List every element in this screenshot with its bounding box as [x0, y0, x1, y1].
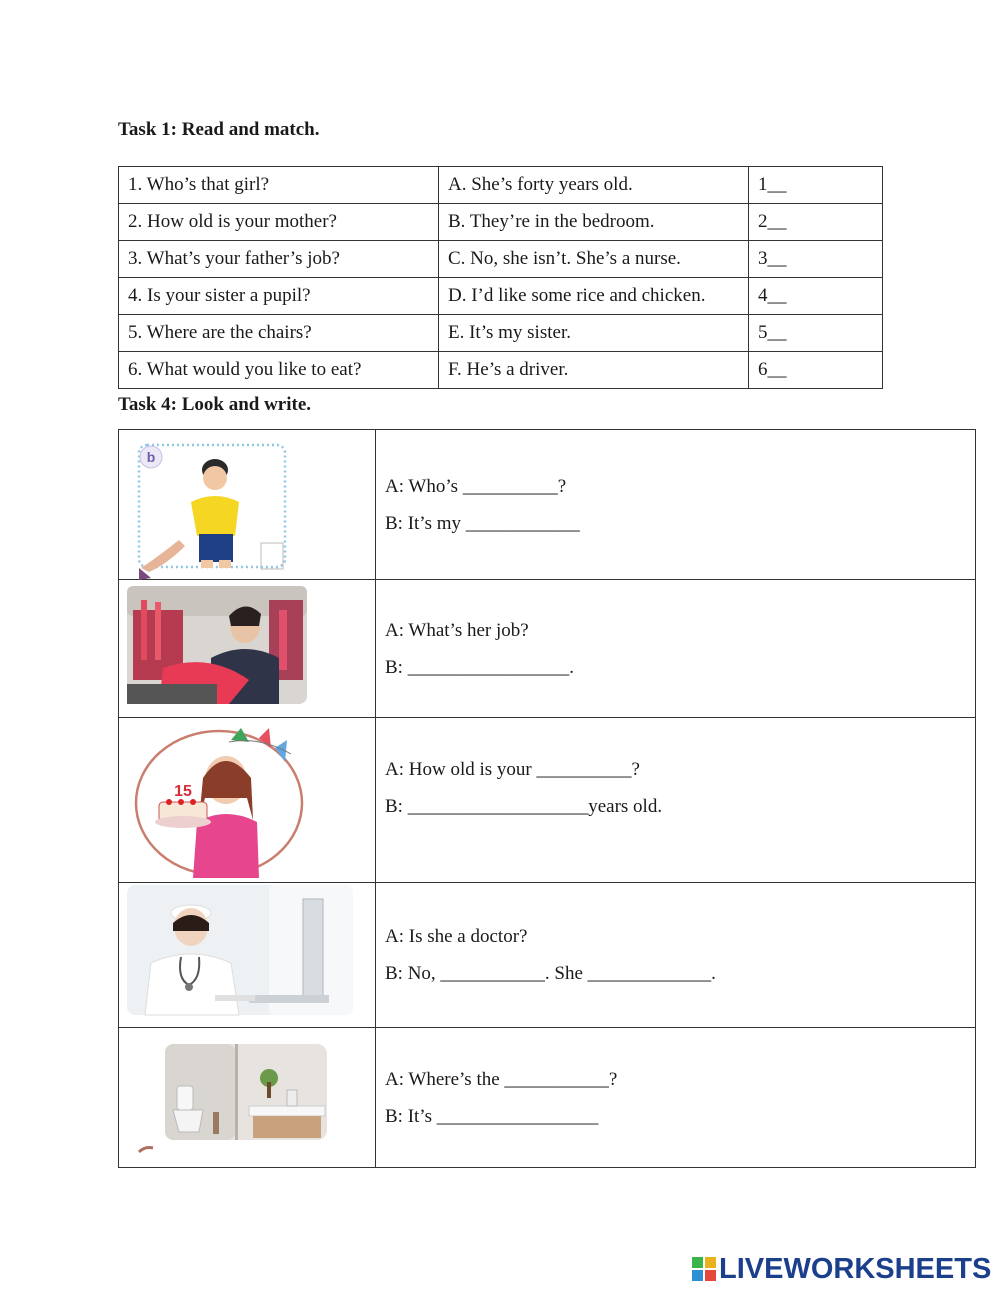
answer-cell: A. She’s forty years old.	[439, 167, 749, 204]
answer-line[interactable]: B: It’s _________________	[385, 1105, 599, 1127]
question-cell: 5. Where are the chairs?	[119, 315, 439, 352]
answer-blank[interactable]: 3__	[749, 241, 883, 278]
dialogue-cell	[376, 883, 976, 1028]
table-row	[119, 1028, 976, 1168]
question-cell: 1. Who’s that girl?	[119, 167, 439, 204]
question-cell: 3. What’s your father’s job?	[119, 241, 439, 278]
picture-cell	[119, 1028, 376, 1168]
look-write-table	[118, 429, 976, 1168]
answer-blank[interactable]: 4__	[749, 278, 883, 315]
question-line[interactable]: A: How old is your __________?	[385, 759, 640, 780]
question-line[interactable]: A: Where’s the ___________?	[385, 1068, 618, 1090]
question-cell: 2. How old is your mother?	[119, 204, 439, 241]
table-row	[119, 718, 976, 883]
answer-blank[interactable]: 2__	[749, 204, 883, 241]
answer-cell: C. No, she isn’t. She’s a nurse.	[439, 241, 749, 278]
picture-cell	[119, 430, 376, 580]
table-row	[119, 204, 883, 241]
match-table	[118, 166, 883, 389]
table-row	[119, 278, 883, 315]
answer-cell: B. They’re in the bedroom.	[439, 204, 749, 241]
answer-blank[interactable]: 1__	[749, 167, 883, 204]
question-line[interactable]: A: Who’s __________?	[385, 475, 567, 497]
cake-number: 15	[174, 783, 192, 800]
picture-cell	[119, 580, 376, 718]
task1-title: Task 1: Read and match.	[118, 119, 320, 140]
nurse-at-desk-image	[119, 883, 375, 1028]
seamstress-image	[119, 580, 375, 718]
table-row	[119, 352, 883, 389]
dialogue-cell	[376, 1028, 976, 1168]
answer-cell: D. I’d like some rice and chicken.	[439, 278, 749, 315]
girl-birthday-cake-image	[119, 718, 375, 883]
answer-line[interactable]: B: It’s my ____________	[385, 512, 580, 534]
bathroom-image	[119, 1028, 375, 1168]
answer-blank[interactable]: 5__	[749, 315, 883, 352]
table-row	[119, 241, 883, 278]
answer-cell: E. It’s my sister.	[439, 315, 749, 352]
table-row	[119, 167, 883, 204]
question-cell: 4. Is your sister a pupil?	[119, 278, 439, 315]
task4-title: Task 4: Look and write.	[118, 394, 312, 415]
dialogue-cell	[376, 430, 976, 580]
liveworksheets-logo	[692, 1254, 991, 1284]
answer-cell: F. He’s a driver.	[439, 352, 749, 389]
boy-pointing-image	[119, 430, 375, 580]
dialogue-cell	[376, 580, 976, 718]
answer-line[interactable]: B: No, ___________. She _____________.	[385, 963, 716, 984]
table-row	[119, 580, 976, 718]
question-cell: 6. What would you like to eat?	[119, 352, 439, 389]
logo-mark-icon	[692, 1257, 716, 1281]
dialogue-cell	[376, 718, 976, 883]
table-row	[119, 883, 976, 1028]
question-line[interactable]: A: Is she a doctor?	[385, 926, 528, 947]
badge-letter: b	[146, 449, 156, 465]
picture-cell	[119, 718, 376, 883]
answer-line[interactable]: B: ___________________years old.	[385, 796, 663, 817]
table-row	[119, 315, 883, 352]
logo-text: LIVEWORKSHEETS	[719, 1252, 992, 1285]
picture-cell	[119, 883, 376, 1028]
answer-line[interactable]: B: _________________.	[385, 656, 574, 678]
question-line[interactable]: A: What’s her job?	[385, 619, 529, 641]
answer-blank[interactable]: 6__	[749, 352, 883, 389]
table-row	[119, 430, 976, 580]
